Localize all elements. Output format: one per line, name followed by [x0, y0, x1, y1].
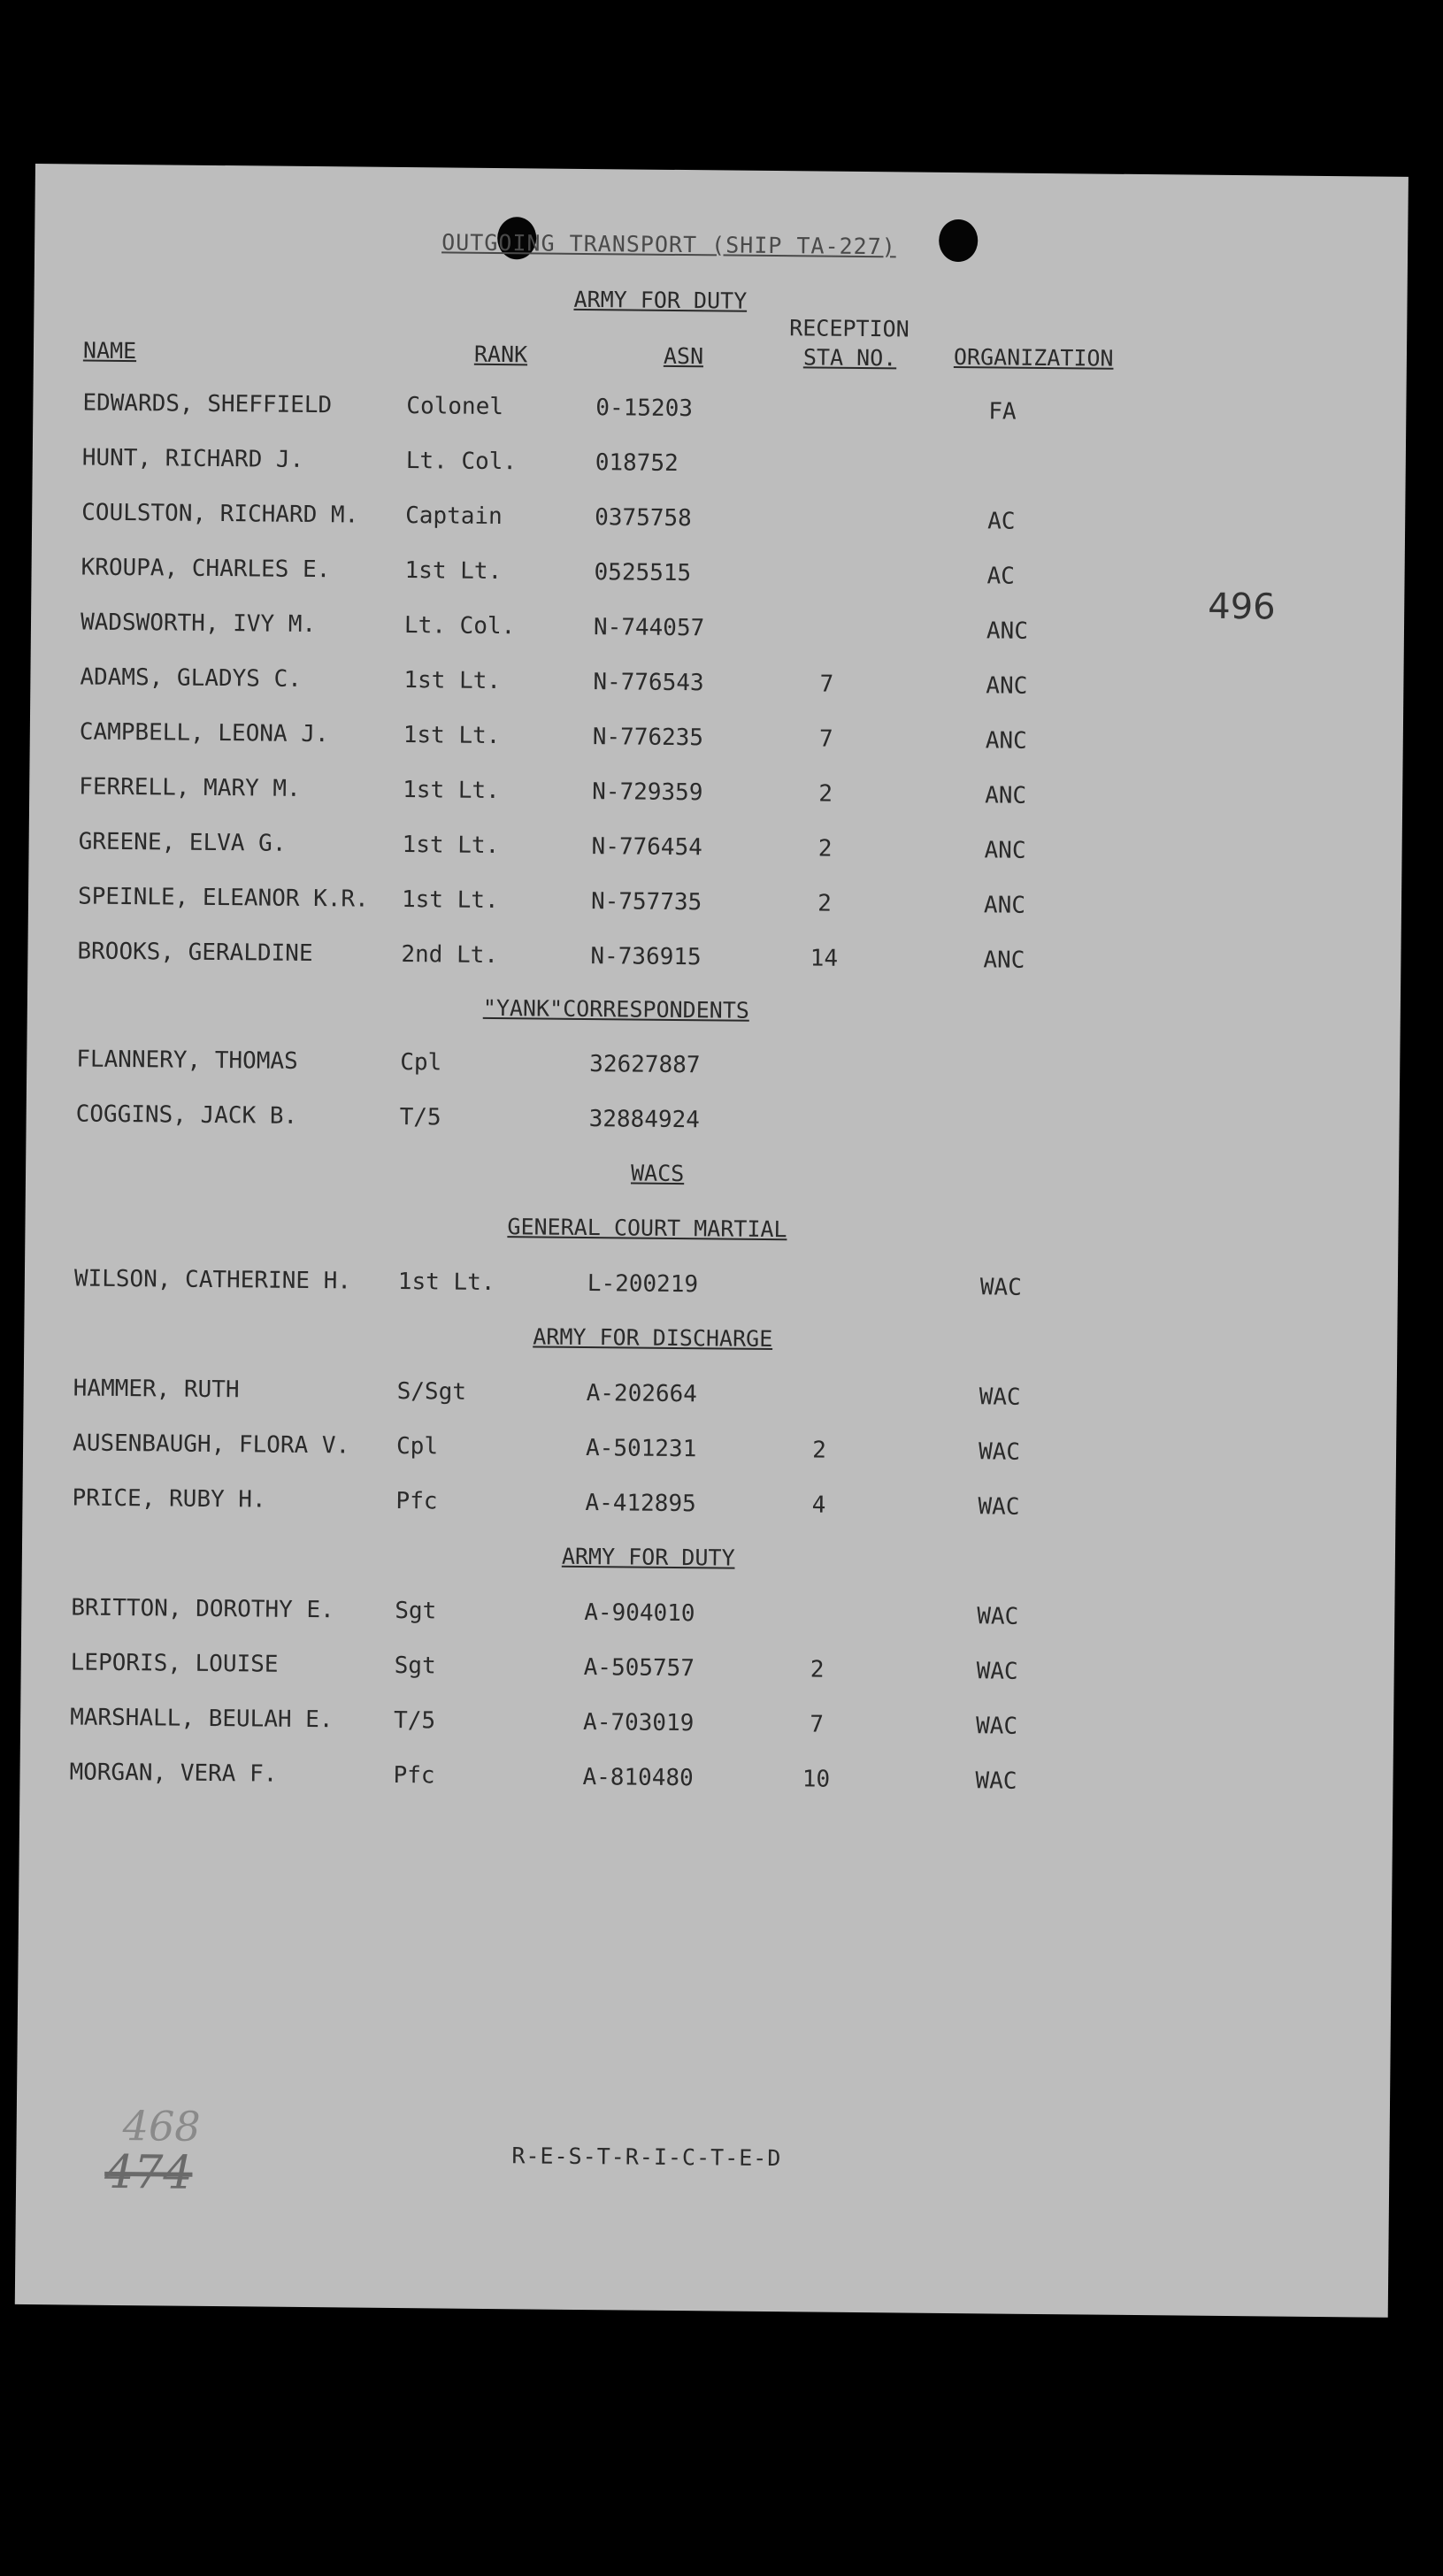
header-reception: RECEPTION	[789, 315, 910, 342]
cell-rank: Pfc	[393, 1761, 435, 1790]
cell-rank: Lt. Col.	[403, 612, 516, 640]
section-army-for-duty: ARMY FOR DUTY	[573, 286, 748, 314]
section-wacs: WACS	[630, 1160, 685, 1187]
table-row	[22, 1484, 1395, 1533]
table-row	[27, 1046, 1400, 1094]
cell-name: HUNT, RICHARD J.	[81, 444, 304, 473]
restricted-footer: R-E-S-T-R-I-C-T-E-D	[511, 2143, 782, 2172]
cell-asn: A-412895	[585, 1490, 696, 1518]
cell-org: WAC	[978, 1438, 1021, 1466]
cell-asn: 018752	[595, 449, 679, 477]
cell-org: AC	[987, 508, 1016, 535]
cell-name: AUSENBAUGH, FLORA V.	[72, 1430, 350, 1460]
cell-asn: N-776235	[592, 724, 704, 752]
header-rank: RANK	[473, 341, 528, 368]
cell-asn: A-904010	[584, 1599, 695, 1628]
cell-rank: 1st Lt.	[402, 832, 500, 860]
table-row	[23, 1375, 1396, 1423]
cell-sta	[794, 1382, 847, 1383]
cell-sta: 2	[817, 890, 832, 917]
table-row	[25, 1265, 1398, 1314]
cell-asn: 0-15203	[595, 395, 694, 423]
header-name: NAME	[82, 337, 137, 364]
cell-rank: Sgt	[394, 1652, 436, 1680]
cell-asn: A-202664	[586, 1380, 698, 1408]
cell-org: ANC	[983, 947, 1025, 974]
table-row	[19, 1759, 1393, 1807]
cell-name: EDWARDS, SHEFFIELD	[82, 389, 333, 419]
cell-rank: 1st Lt.	[403, 777, 500, 805]
cell-asn: N-736915	[590, 943, 702, 971]
cell-asn: 0375758	[595, 504, 692, 533]
header-asn: ASN	[663, 342, 704, 370]
cell-sta: 10	[802, 1766, 831, 1793]
cell-asn: 0525515	[594, 559, 692, 587]
cell-sta: 2	[810, 1656, 825, 1683]
header-sta-no: STA NO.	[802, 344, 897, 372]
document-title: OUTGOING TRANSPORT (SHIP TA-227)	[441, 229, 896, 260]
cell-name: BROOKS, GERALDINE	[77, 938, 313, 968]
cell-rank: Pfc	[395, 1487, 438, 1515]
cell-rank: 1st Lt.	[397, 1268, 495, 1297]
cell-org: FA	[988, 398, 1017, 426]
cell-sta: 7	[810, 1711, 825, 1738]
cell-rank: 1st Lt.	[403, 667, 502, 695]
cell-name: COULSTON, RICHARD M.	[81, 499, 359, 529]
cell-org: ANC	[984, 837, 1026, 864]
cell-name: MORGAN, VERA F.	[69, 1759, 278, 1788]
document-page	[15, 164, 1408, 2318]
cell-asn: N-776454	[591, 833, 702, 862]
table-row	[26, 1100, 1399, 1149]
cell-rank: 1st Lt.	[401, 886, 499, 915]
cell-sta	[802, 506, 855, 507]
cell-org: AC	[986, 563, 1016, 590]
cell-org: WAC	[979, 1384, 1021, 1411]
punch-hole	[939, 219, 978, 262]
cell-asn: L-200219	[587, 1270, 699, 1299]
cell-org: WAC	[976, 1658, 1018, 1685]
cell-org: ANC	[986, 617, 1029, 645]
table-row	[28, 828, 1401, 877]
cell-sta: 7	[819, 671, 834, 698]
cell-asn: 32627887	[589, 1051, 701, 1079]
cell-sta	[802, 561, 855, 562]
cell-sta	[794, 1272, 848, 1273]
table-row	[31, 554, 1404, 602]
cell-asn: N-744057	[593, 614, 705, 642]
cell-sta: 2	[817, 835, 833, 862]
cell-sta	[796, 1053, 849, 1054]
cell-asn: 32884924	[588, 1106, 701, 1134]
cell-sta: 14	[810, 945, 839, 972]
cell-rank: S/Sgt	[396, 1377, 467, 1406]
cell-sta	[801, 616, 854, 617]
cell-sta: 7	[818, 725, 833, 753]
section-army-for-duty: ARMY FOR DUTY	[561, 1543, 735, 1571]
cell-asn: A-703019	[582, 1709, 695, 1737]
cell-name: FERRELL, MARY M.	[79, 773, 301, 802]
cell-asn: A-501231	[585, 1435, 697, 1463]
cell-rank: T/5	[399, 1104, 441, 1131]
handwritten-number: 474	[104, 2145, 193, 2200]
cell-asn: A-810480	[582, 1764, 694, 1792]
cell-org: ANC	[985, 727, 1027, 755]
table-row	[32, 499, 1405, 548]
cell-asn: N-757735	[590, 888, 702, 916]
cell-org: WAC	[977, 1603, 1019, 1630]
cell-rank: Lt. Col.	[405, 448, 518, 476]
cell-name: WILSON, CATHERINE H.	[73, 1265, 352, 1295]
cell-asn: N-729359	[592, 778, 703, 807]
cell-name: BRITTON, DOROTHY E.	[71, 1594, 334, 1624]
cell-sta	[803, 396, 856, 397]
cell-asn: A-505757	[583, 1654, 695, 1683]
cell-name: FLANNERY, THOMAS	[76, 1046, 298, 1075]
cell-asn: N-776543	[593, 669, 704, 697]
table-row	[30, 663, 1403, 712]
cell-rank: Cpl	[395, 1432, 439, 1460]
cell-name: ADAMS, GLADYS C.	[80, 663, 303, 693]
cell-sta	[802, 451, 856, 452]
cell-sta: 2	[812, 1437, 827, 1464]
cell-rank: 1st Lt.	[403, 722, 501, 750]
table-row	[31, 609, 1404, 657]
section-yank-correspondents: "YANK"CORRESPONDENTS	[482, 994, 750, 1024]
section-army-for-discharge: ARMY FOR DISCHARGE	[533, 1323, 773, 1353]
cell-name: LEPORIS, LOUISE	[70, 1649, 279, 1678]
cell-org: WAC	[978, 1493, 1020, 1521]
cell-org: WAC	[975, 1767, 1017, 1795]
cell-name: HAMMER, RUTH	[73, 1375, 240, 1404]
cell-org: ANC	[983, 892, 1026, 919]
cell-name: GREENE, ELVA G.	[78, 828, 287, 857]
cell-org: WAC	[975, 1713, 1018, 1740]
page-number: 496	[1208, 586, 1276, 628]
cell-rank: T/5	[393, 1706, 436, 1735]
cell-rank: Sgt	[395, 1597, 437, 1625]
table-row	[33, 444, 1406, 493]
cell-name: WADSWORTH, IVY M.	[80, 609, 317, 639]
table-row	[27, 938, 1401, 986]
cell-org: ANC	[985, 782, 1027, 809]
table-row	[28, 883, 1401, 932]
cell-sta: 4	[811, 1491, 826, 1519]
cell-rank: Captain	[405, 502, 503, 531]
cell-sta: 2	[818, 780, 833, 808]
table-row	[33, 389, 1406, 438]
table-row	[30, 718, 1403, 767]
table-row	[29, 773, 1402, 822]
cell-name: SPEINLE, ELEANOR K.R.	[77, 883, 369, 913]
table-row	[23, 1430, 1396, 1478]
cell-rank: Cpl	[400, 1049, 442, 1077]
cell-name: PRICE, RUBY H.	[72, 1484, 266, 1514]
section-general-court-martial: GENERAL COURT MARTIAL	[507, 1214, 787, 1243]
handwritten-number: 468	[122, 2102, 201, 2150]
cell-name: KROUPA, CHARLES E.	[81, 554, 331, 584]
cell-org: ANC	[986, 672, 1028, 700]
header-organization: ORGANIZATION	[953, 343, 1114, 372]
cell-name: MARSHALL, BEULAH E.	[69, 1704, 334, 1734]
cell-rank: 1st Lt.	[404, 557, 503, 586]
cell-name: CAMPBELL, LEONA J.	[79, 718, 329, 748]
cell-rank: 2nd Lt.	[401, 941, 499, 970]
cell-org: WAC	[979, 1274, 1022, 1301]
table-row	[20, 1649, 1393, 1698]
table-row	[21, 1594, 1394, 1643]
cell-name: COGGINS, JACK B.	[75, 1100, 298, 1130]
cell-rank: Colonel	[406, 393, 504, 421]
table-row	[20, 1704, 1393, 1752]
cell-sta	[791, 1601, 844, 1602]
